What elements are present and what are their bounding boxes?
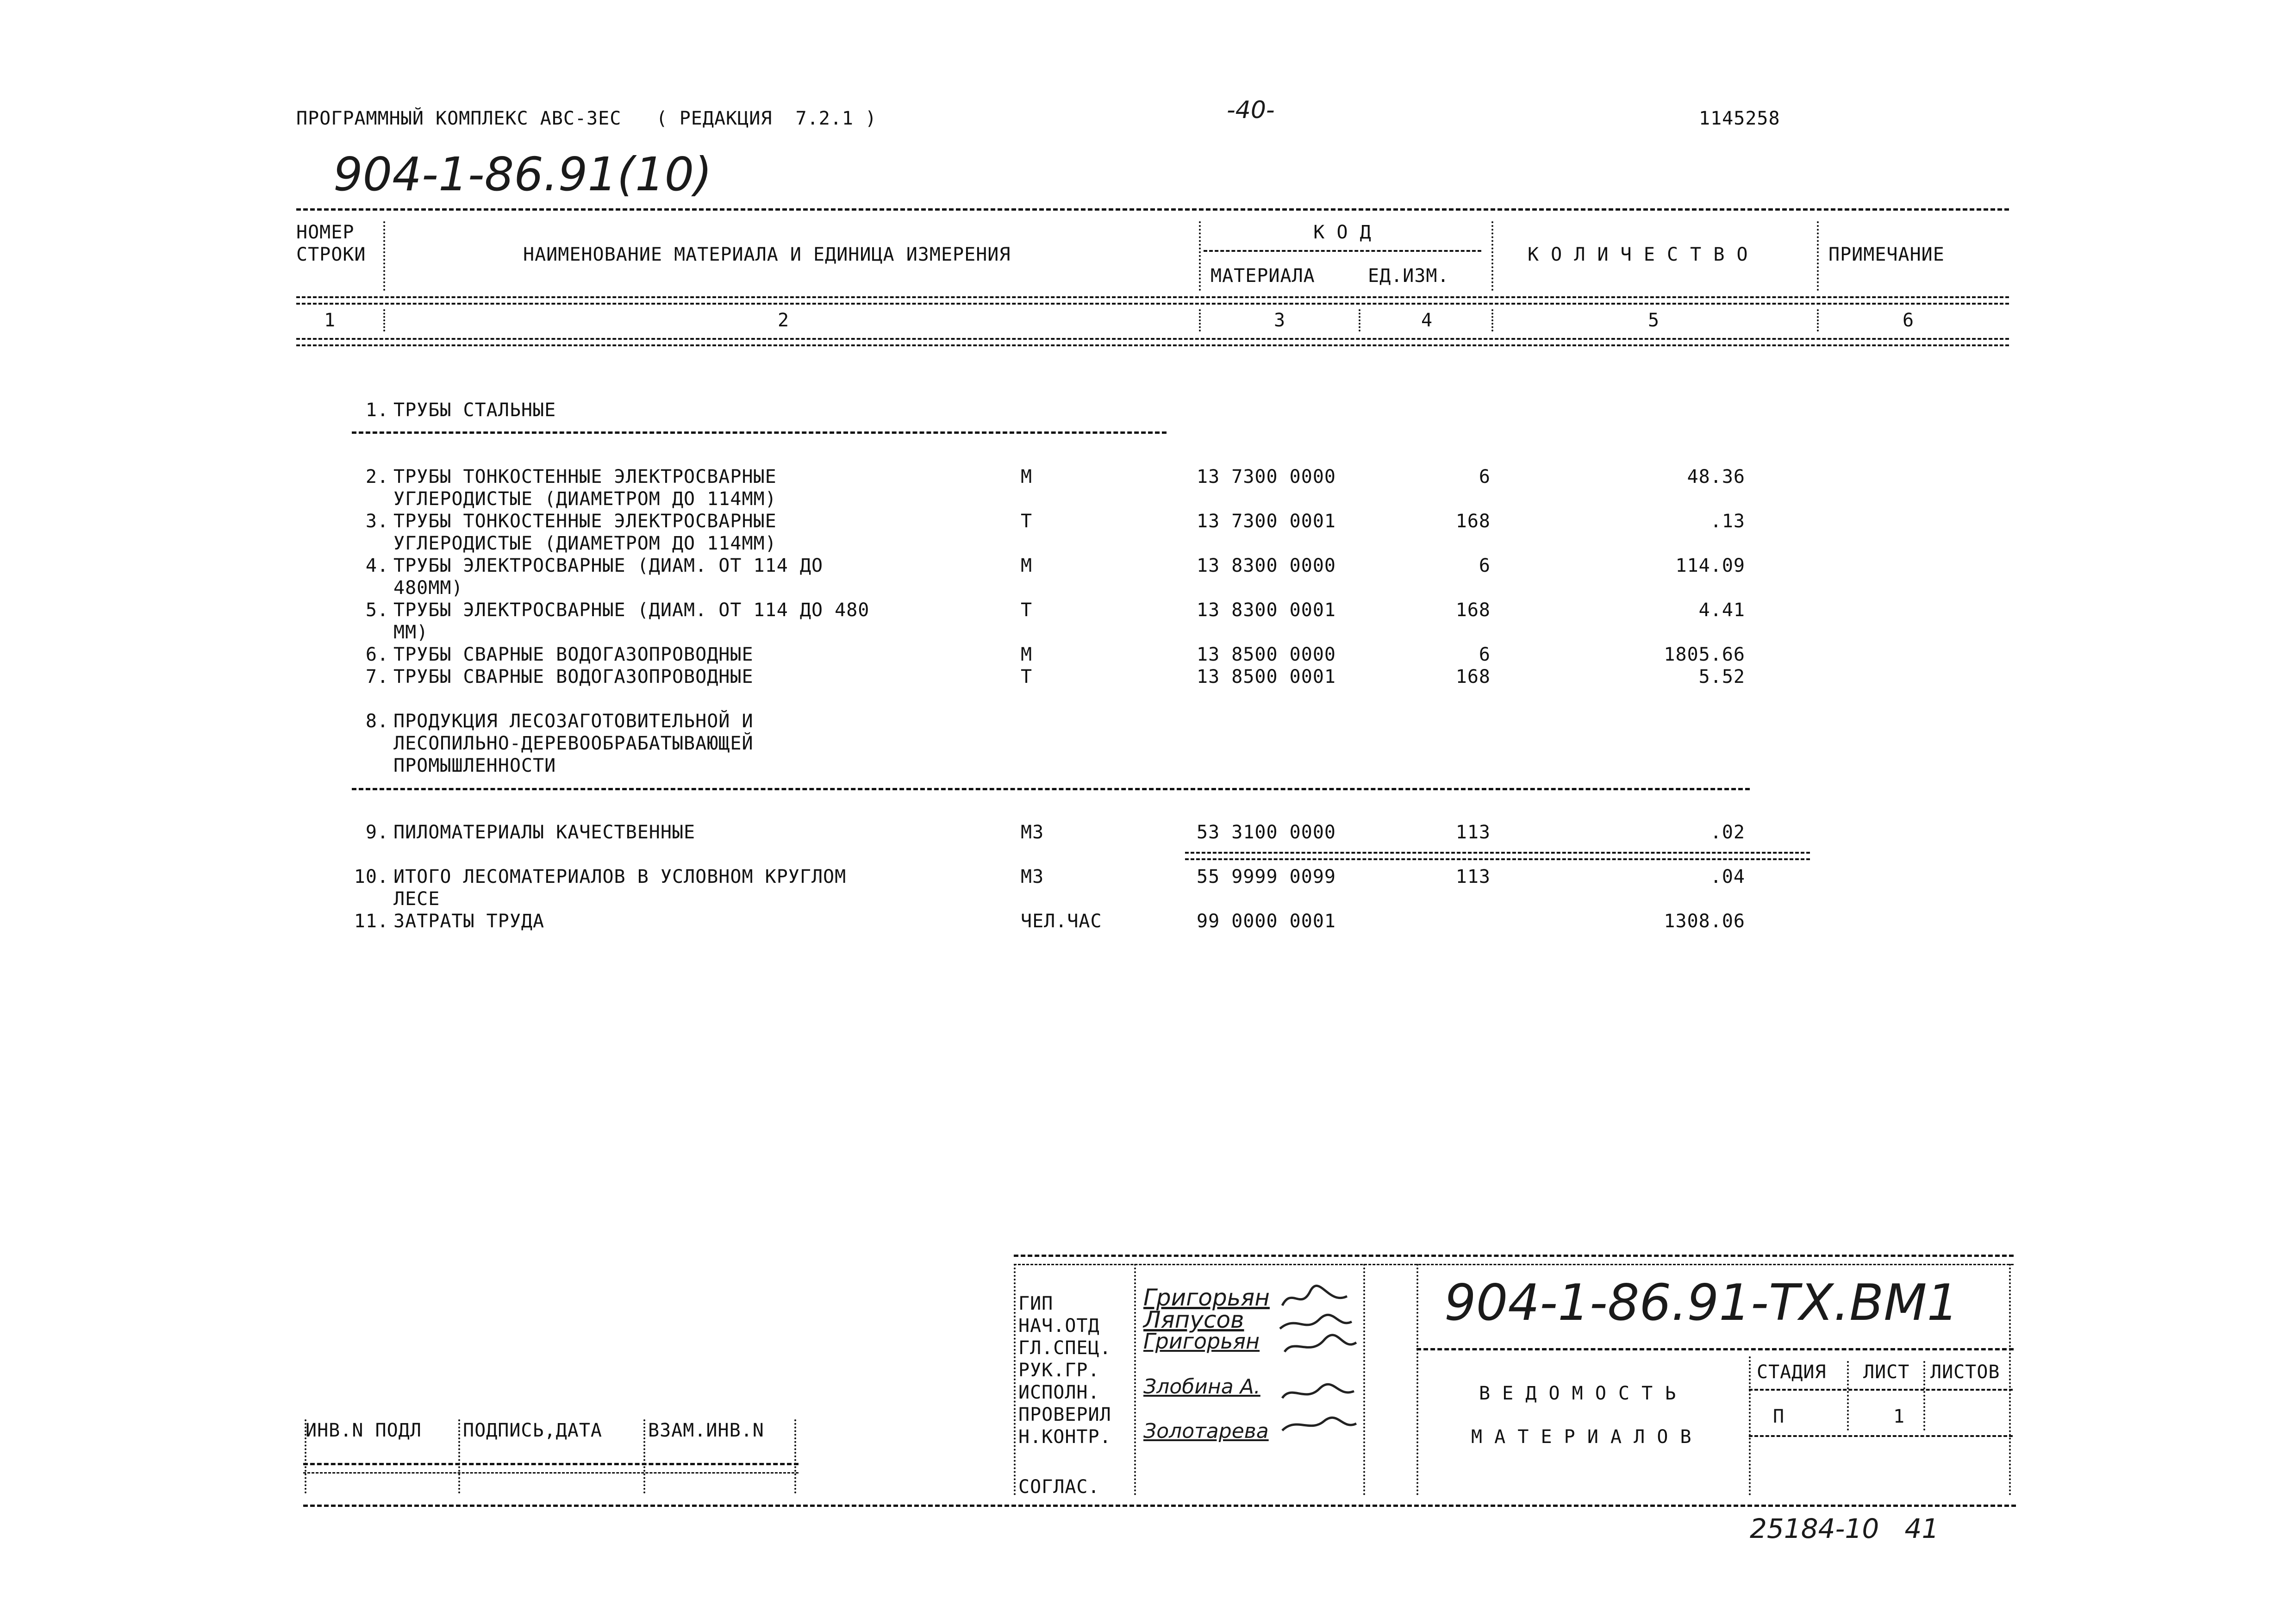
row-name: УГЛЕРОДИСТЫЕ (ДИАМЕТРОМ ДО 114ММ) [393, 533, 777, 554]
row-material-code: 53 3100 0000 [1197, 822, 1336, 843]
rule [296, 338, 2009, 346]
stamp-rule [303, 1505, 2016, 1507]
row-number: 5. [365, 600, 389, 621]
head-num-1: 1 [324, 310, 336, 331]
stamp-separator [1363, 1264, 1365, 1495]
program-title: ПРОГРАММНЫЙ КОМПЛЕКС АВС-ЗЕС ( РЕДАКЦИЯ 7.2.1 ) [296, 108, 877, 129]
row-number: 8. [365, 711, 389, 732]
row-number: 9. [365, 822, 389, 843]
name-executor: Злобина А. [1143, 1375, 1260, 1399]
row-unit: М [1021, 466, 1033, 487]
row-number: 3. [365, 511, 389, 532]
sheets-label: ЛИСТОВ [1930, 1362, 2000, 1383]
inv-label: ИНВ.N ПОДЛ [306, 1420, 422, 1441]
row-quantity: .13 [1710, 511, 1745, 532]
signatures-icon [1278, 1282, 1361, 1435]
row-quantity: 5.52 [1698, 666, 1745, 687]
row-name: ПРОМЫШЛЕННОСТИ [393, 755, 556, 776]
name-gip: Григорьян [1143, 1284, 1270, 1311]
row-name: ТРУБЫ ЭЛЕКТРОСВАРНЫЕ (ДИАМ. ОТ 114 ДО 480 [393, 600, 870, 621]
row-name: ПРОДУКЦИЯ ЛЕСОЗАГОТОВИТЕЛЬНОЙ И [393, 711, 754, 732]
row-material-code: 13 8300 0000 [1197, 555, 1336, 576]
stamp-rule [303, 1472, 799, 1474]
row-unit-code: 168 [1455, 666, 1491, 687]
row-unit-code: 168 [1455, 511, 1491, 532]
row-name: ТРУБЫ СВАРНЫЕ ВОДОГАЗОПРОВОДНЫЕ [393, 644, 754, 665]
head-num-3: 3 [1274, 310, 1286, 331]
row-number: 11. [354, 911, 389, 932]
head-code-material: МАТЕРИАЛА [1210, 265, 1315, 287]
row-name: ИТОГО ЛЕСОМАТЕРИАЛОВ В УСЛОВНОМ КРУГЛОМ [393, 866, 847, 887]
row-name: ЛЕСОПИЛЬНО-ДЕРЕВООБРАБАТЫВАЮЩЕЙ [393, 733, 754, 754]
row-material-code: 99 0000 0001 [1197, 911, 1336, 932]
head-col1-line1: НОМЕР [296, 222, 355, 243]
head-col1-line2: СТРОКИ [296, 244, 366, 265]
stamp-doc-code: 904-1-86.91-ТХ.ВМ1 [1444, 1274, 1959, 1332]
row-unit: М3 [1021, 866, 1044, 887]
stamp-separator [643, 1419, 645, 1493]
role-checked: ПРОВЕРИЛ [1018, 1404, 1111, 1425]
row-unit-code: 113 [1455, 822, 1491, 843]
document-number: 1145258 [1699, 108, 1780, 129]
column-separator [383, 221, 385, 291]
name-head-dept: Ляпусов [1143, 1306, 1244, 1333]
row-name: УГЛЕРОДИСТЫЕ (ДИАМЕТРОМ ДО 114ММ) [393, 488, 777, 510]
row-unit: М [1021, 555, 1033, 576]
head-num-6: 6 [1903, 310, 1915, 331]
stamp-separator [1134, 1264, 1136, 1495]
row-number: 4. [365, 555, 389, 576]
row-unit: Т [1021, 666, 1033, 687]
head-code-unit: ЕД.ИЗМ. [1368, 265, 1449, 287]
row-quantity: 114.09 [1675, 555, 1745, 576]
column-separator [1359, 309, 1360, 331]
row-number: 6. [365, 644, 389, 665]
row-name: 480ММ) [393, 577, 463, 599]
head-num-4: 4 [1421, 310, 1433, 331]
role-gip: ГИП [1018, 1293, 1054, 1314]
stamp-separator [1014, 1264, 1016, 1495]
rule [1204, 250, 1481, 252]
bottom-handwritten-note: 25184-10 41 [1750, 1513, 1939, 1544]
row-quantity: 4.41 [1698, 600, 1745, 621]
row-number: 1. [365, 400, 389, 421]
stamp-separator [1749, 1356, 1751, 1495]
row-quantity: 1308.06 [1664, 911, 1745, 932]
row-unit: Т [1021, 600, 1033, 621]
stage-label: СТАДИЯ [1757, 1362, 1827, 1383]
column-separator [383, 309, 385, 331]
column-separator [1817, 309, 1819, 331]
rule [296, 208, 2009, 211]
replacement-inv-label: ВЗАМ.ИНВ.N [648, 1420, 764, 1441]
head-code: К О Д [1313, 222, 1372, 243]
row-unit-code: 6 [1479, 555, 1491, 576]
section-rule [352, 431, 1167, 434]
sign-date-label: ПОДПИСЬ,ДАТА [463, 1420, 602, 1441]
stamp-title-1: В Е Д О М О С Т Ь [1479, 1383, 1677, 1404]
row-material-code: 13 8500 0001 [1197, 666, 1336, 687]
handwritten-code: 904-1-86.91(10) [333, 147, 712, 201]
row-number: 2. [365, 466, 389, 487]
column-separator [1199, 221, 1201, 291]
row-number: 10. [354, 866, 389, 887]
stamp-separator [1416, 1264, 1418, 1495]
stage-value: П [1773, 1406, 1785, 1427]
page-number: -40- [1227, 96, 1275, 124]
head-quantity: К О Л И Ч Е С Т В О [1528, 244, 1748, 265]
role-group-lead: РУК.ГР. [1018, 1360, 1100, 1381]
row-quantity: .02 [1710, 822, 1745, 843]
role-norm-control: Н.КОНТР. [1018, 1426, 1111, 1448]
row-name: ТРУБЫ СВАРНЫЕ ВОДОГАЗОПРОВОДНЫЕ [393, 666, 754, 687]
stamp-separator [1847, 1361, 1849, 1430]
stamp-rule [1749, 1389, 2013, 1391]
role-chief-spec: ГЛ.СПЕЦ. [1018, 1337, 1111, 1359]
stamp-rule [1416, 1348, 2014, 1350]
row-unit: М [1021, 644, 1033, 665]
column-separator [1491, 309, 1493, 331]
stamp-separator [305, 1419, 306, 1493]
row-unit: Т [1021, 511, 1033, 532]
row-quantity: 48.36 [1687, 466, 1745, 487]
stamp-rule [303, 1463, 799, 1465]
stamp-separator [1923, 1361, 1925, 1430]
sheet-value: 1 [1893, 1406, 1905, 1427]
row-number: 7. [365, 666, 389, 687]
row-quantity: .04 [1710, 866, 1745, 887]
stamp-separator [794, 1419, 796, 1493]
row-name: ПИЛОМАТЕРИАЛЫ КАЧЕСТВЕННЫЕ [393, 822, 696, 843]
row-unit: М3 [1021, 822, 1044, 843]
column-separator [1491, 221, 1493, 291]
role-executor: ИСПОЛН. [1018, 1382, 1100, 1403]
column-separator [1817, 221, 1819, 291]
head-num-5: 5 [1648, 310, 1660, 331]
rule [296, 296, 2009, 305]
head-num-2: 2 [778, 310, 790, 331]
row-quantity: 1805.66 [1664, 644, 1745, 665]
row-material-code: 13 7300 0000 [1197, 466, 1336, 487]
column-separator [1199, 309, 1201, 331]
row-name: ТРУБЫ ТОНКОСТЕННЫЕ ЭЛЕКТРОСВАРНЫЕ [393, 466, 777, 487]
row-material-code: 55 9999 0099 [1197, 866, 1336, 887]
row-material-code: 13 8500 0000 [1197, 644, 1336, 665]
stamp-rule [1014, 1255, 2014, 1257]
total-rule [1185, 852, 1810, 860]
stamp-rule [1749, 1435, 2013, 1437]
role-head-dept: НАЧ.ОТД [1018, 1315, 1100, 1337]
row-unit-code: 6 [1479, 466, 1491, 487]
stamp-separator [2009, 1264, 2011, 1495]
name-chief-spec: Григорьян [1143, 1329, 1260, 1354]
row-name: ТРУБЫ СТАЛЬНЫЕ [393, 400, 556, 421]
row-material-code: 13 8300 0001 [1197, 600, 1336, 621]
name-norm-control: Золотарева [1143, 1419, 1269, 1443]
row-name: ЗАТРАТЫ ТРУДА [393, 911, 545, 932]
stamp-title-2: М А Т Е Р И А Л О В [1471, 1426, 1692, 1448]
row-name: ЛЕСЕ [393, 888, 440, 910]
row-unit: ЧЕЛ.ЧАС [1021, 911, 1102, 932]
stamp-separator [458, 1419, 460, 1493]
row-name: ММ) [393, 622, 429, 643]
stamp-rule [1014, 1264, 2014, 1265]
row-unit-code: 6 [1479, 644, 1491, 665]
row-name: ТРУБЫ ЭЛЕКТРОСВАРНЫЕ (ДИАМ. ОТ 114 ДО [393, 555, 824, 576]
row-name: ТРУБЫ ТОНКОСТЕННЫЕ ЭЛЕКТРОСВАРНЫЕ [393, 511, 777, 532]
section-rule [352, 788, 1750, 790]
head-col2: НАИМЕНОВАНИЕ МАТЕРИАЛА И ЕДИНИЦА ИЗМЕРЕНИЯ [523, 244, 1011, 265]
head-note: ПРИМЕЧАНИЕ [1828, 244, 1945, 265]
sheet-label: ЛИСТ [1863, 1362, 1910, 1383]
row-unit-code: 168 [1455, 600, 1491, 621]
row-unit-code: 113 [1455, 866, 1491, 887]
row-material-code: 13 7300 0001 [1197, 511, 1336, 532]
role-agreed: СОГЛАС. [1018, 1476, 1100, 1498]
